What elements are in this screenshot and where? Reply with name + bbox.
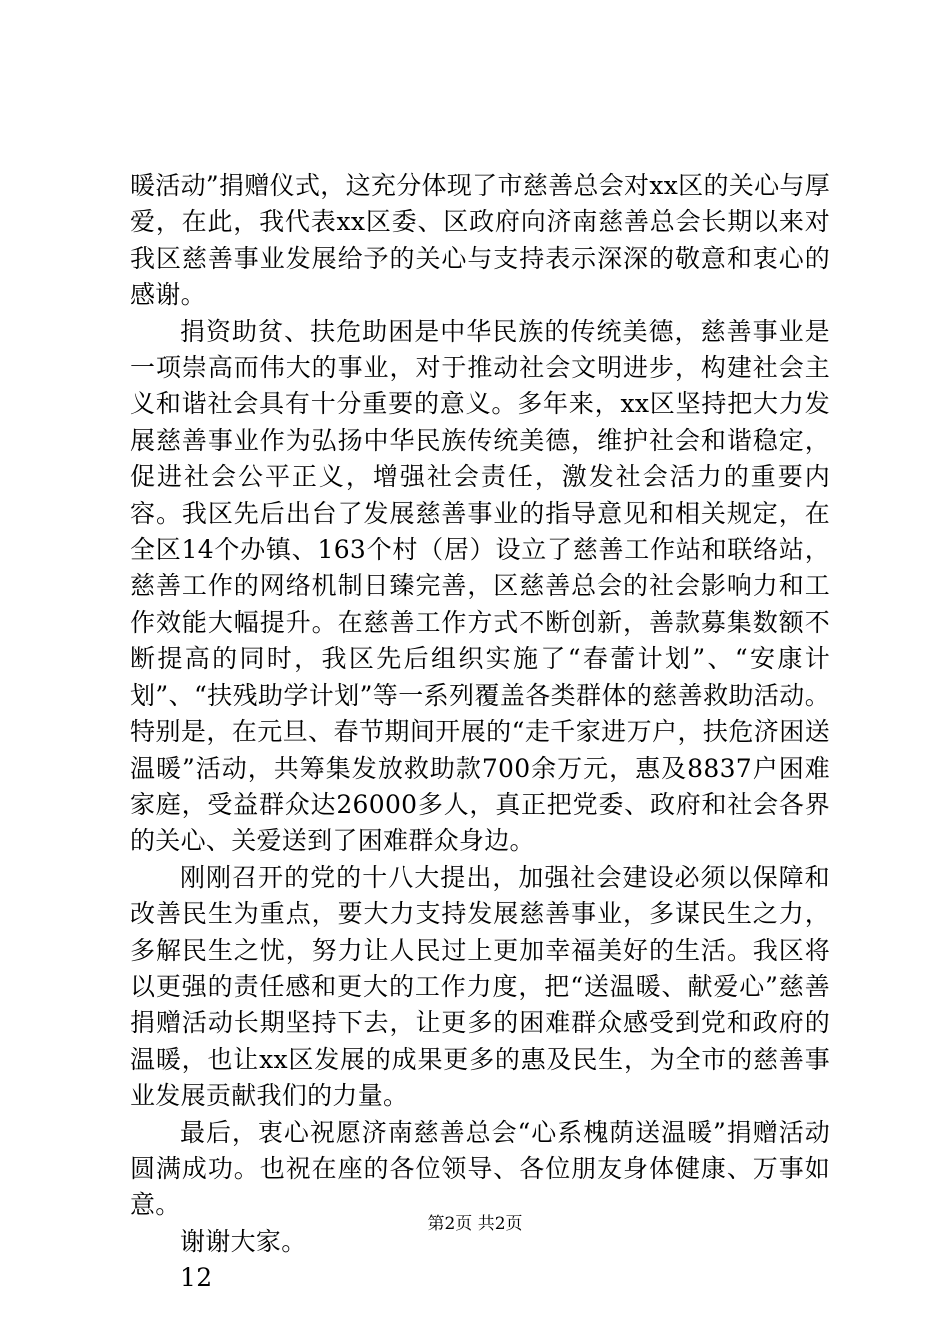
paragraph-thanks: 谢谢大家。 (180, 1226, 307, 1256)
page-footer: 第2页 共2页 (427, 1214, 523, 1234)
paragraph-closing-wishes: 最后，衷心祝愿济南慈善总会“心系槐荫送温暖”捐赠活动圆满成功。也祝在座的各位领导、各位朋友身体健康、万事如意。 (130, 1117, 830, 1220)
document-body (130, 168, 830, 1297)
paragraph-charity-achievements: 捐资助贫、扶危助困是中华民族的传统美德，慈善事业是一项崇高而伟大的事业，对于推动社会文明进步，构建社会主义和谐社会具有十分重要的意义。多年来，xx区坚持把大力发展慈善事业作为弘扬中华民族传统美德，维护社会和谐稳定，促进社会公平正义，增强社会责任，激发社会活力的重要内容。我区先后出台了发展慈善事业的指导意见和相关规定，在全区14个办镇、163个村（居）设立了慈善工作站和联络站，慈善工作的网络机制日臻完善，区慈善总会的社会影响力和工作效能大幅提升。在慈善工作方式不断创新，善款募集数额不断提高的同时，我区先后组织实施了“春蕾计划”、“安康计划”、“扶残助学计划”等一系列覆盖各类群体的慈善救助活动。特别是，在元旦、春节期间开展的“走千家进万户，扶危济困送温暖”活动，共筹集发放救助款700余万元，惠及8837户困难家庭，受益群众达26000多人，真正把党委、政府和社会各界的关心、关爱送到了困难群众身边。 (130, 316, 830, 856)
paragraph-eighteenth-congress: 刚刚召开的党的十八大提出，加强社会建设必须以保障和改善民生为重点，要大力支持发展慈善事业，多谋民生之力，多解民生之忧，努力让人民过上更加幸福美好的生活。我区将以更强的责任感和更大的工作力度，把“送温暖、献爱心”慈善捐赠活动长期坚持下去，让更多的困难群众感受到党和政府的温暖，也让xx区发展的成果更多的惠及民生，为全市的慈善事业发展贡献我们的力量。 (130, 862, 830, 1111)
paragraph-continuation: 暖活动”捐赠仪式，这充分体现了市慈善总会对xx区的关心与厚爱，在此，我代表xx区委、区政府向济南慈善总会长期以来对我区慈善事业发展给予的关心与支持表示深深的敬意和衷心的感谢。 (130, 171, 830, 310)
paragraph-number: 12 (180, 1263, 213, 1293)
